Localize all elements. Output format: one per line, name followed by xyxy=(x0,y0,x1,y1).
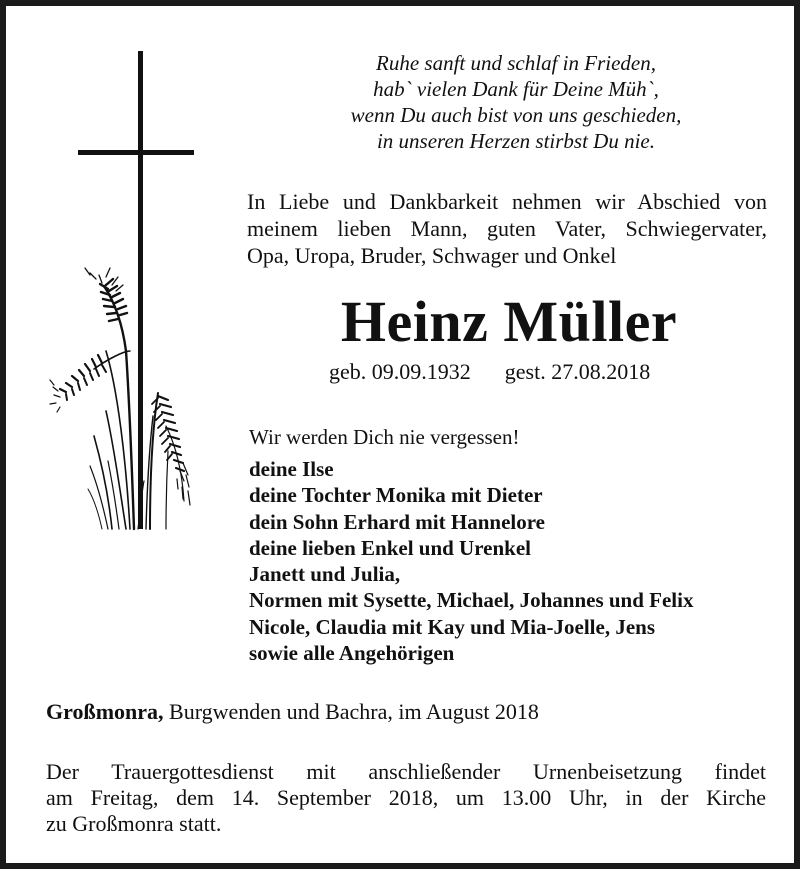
family-entry: Nicole, Claudia mit Kay und Mia-Joelle, Jens xyxy=(249,614,655,639)
family-entry: deine Ilse xyxy=(249,457,334,481)
death-date: gest. 27.08.2018 xyxy=(504,359,651,384)
place-town: Großmonra, xyxy=(46,699,164,724)
service-line: zu Großmonra statt. xyxy=(46,811,222,836)
service-line: am Freitag, dem 14. September 2018, um 13.00 Uhr, in der Kirche xyxy=(46,785,766,810)
service-notice xyxy=(46,759,766,837)
deceased-name: Heinz Müller xyxy=(340,289,678,354)
family-entry: sowie alle Angehörigen xyxy=(249,641,455,666)
family-entry: deine lieben Enkel und Urenkel xyxy=(249,535,532,560)
wheat-icon xyxy=(50,268,190,529)
family-entry: Janett und Julia, xyxy=(249,562,401,587)
cross-with-wheat-icon xyxy=(46,51,206,533)
life-dates xyxy=(329,359,650,385)
poem-line: wenn Du auch bist von uns geschieden, xyxy=(350,103,682,127)
poem-line: in unseren Herzen stirbst Du nie. xyxy=(376,129,656,153)
poem-line: Ruhe sanft und schlaf in Frieden, xyxy=(376,51,656,75)
family-entry: Normen mit Sysette, Michael, Johannes und Felix xyxy=(249,588,694,613)
service-line: Der Trauergottesdienst mit anschließender Urnenbeisetzung findet xyxy=(46,759,766,784)
poem xyxy=(266,50,766,154)
family-list xyxy=(249,456,693,666)
intro-line: In Liebe und Dankbarkeit nehmen wir Abschied von xyxy=(247,189,767,214)
intro-text xyxy=(247,188,767,269)
cross-icon xyxy=(78,51,194,529)
place-and-date xyxy=(46,699,539,725)
poem-line: hab` vielen Dank für Deine Müh`, xyxy=(373,77,659,101)
remembrance-line: Wir werden Dich nie vergessen! xyxy=(249,425,520,449)
place-rest: Burgwenden und Bachra, im August 2018 xyxy=(169,699,539,724)
family-entry: deine Tochter Monika mit Dieter xyxy=(249,483,543,508)
intro-line: Opa, Uropa, Bruder, Schwager und Onkel xyxy=(247,243,617,268)
family-entry: dein Sohn Erhard mit Hannelore xyxy=(249,509,545,534)
birth-date: geb. 09.09.1932 xyxy=(329,359,471,384)
intro-line: meinem lieben Mann, guten Vater, Schwiegervater, xyxy=(247,216,767,241)
